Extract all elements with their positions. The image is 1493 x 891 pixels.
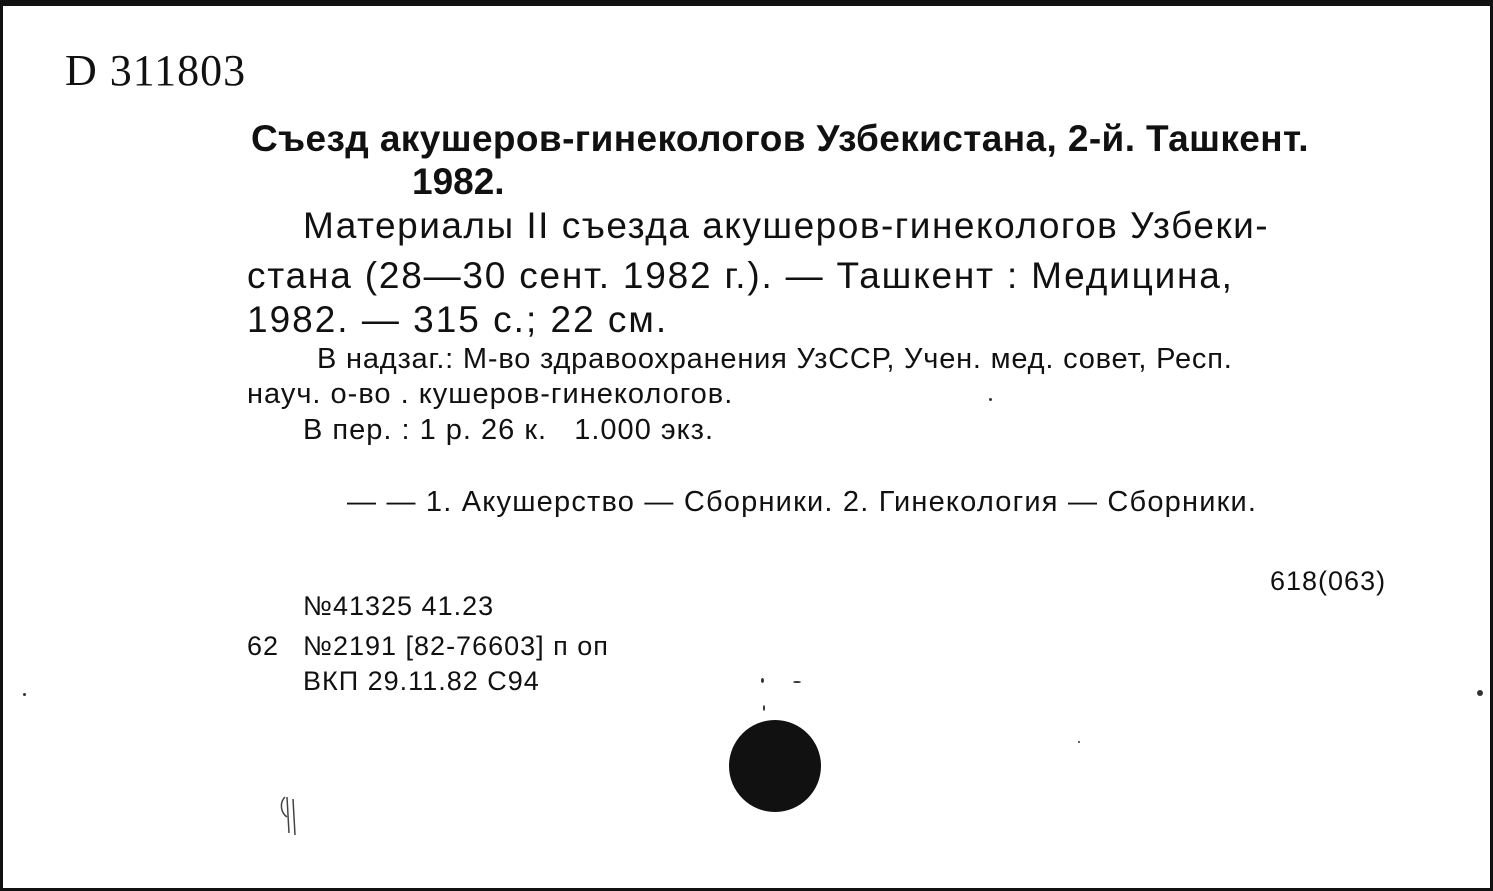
scan-speck [763, 705, 765, 711]
scan-speck [793, 681, 801, 683]
scan-speck [1078, 741, 1080, 743]
heading-line-2: 1982. [412, 161, 505, 202]
scan-speck [761, 678, 764, 683]
tech-prefix: 62 [247, 631, 280, 661]
heading-line-1: Съезд акушеров-гинекологов Узбекистана, 2-й. Ташкент. [251, 118, 1309, 159]
scan-speck [1477, 690, 1483, 696]
pencil-mark-icon [275, 793, 305, 839]
scan-speck [23, 693, 26, 696]
price-line: В пер. : 1 р. 26 к. 1.000 экз. [303, 414, 715, 446]
tech-line-3: ВКП 29.11.82 С94 [303, 666, 540, 696]
tech-line-2: №2191 [82-76603] п оп [303, 631, 609, 661]
inventory-number: D 311803 [65, 46, 247, 95]
scan-speck [989, 398, 992, 401]
description-line-1: Материалы II съезда акушеров-гинекологов Узбеки- [303, 205, 1270, 246]
note-line-2: науч. о-во . кушеров-гинекологов. [247, 378, 734, 410]
description-line-2: стана (28—30 сент. 1982 г.). — Ташкент : Медицина, [247, 255, 1234, 296]
punched-dot-mark [729, 720, 821, 812]
card-top-edge [3, 3, 1490, 6]
tech-line-1: №41325 41.23 [303, 591, 495, 621]
classification-index: 618(063) [1270, 566, 1387, 596]
subject-headings: — — 1. Акушерство — Сборники. 2. Гинекология — Сборники. [347, 486, 1258, 518]
description-line-3: 1982. — 315 с.; 22 см. [247, 299, 669, 340]
note-line-1: В надзаг.: М-во здравоохранения УзССР, Учен. мед. совет, Респ. [317, 343, 1233, 375]
